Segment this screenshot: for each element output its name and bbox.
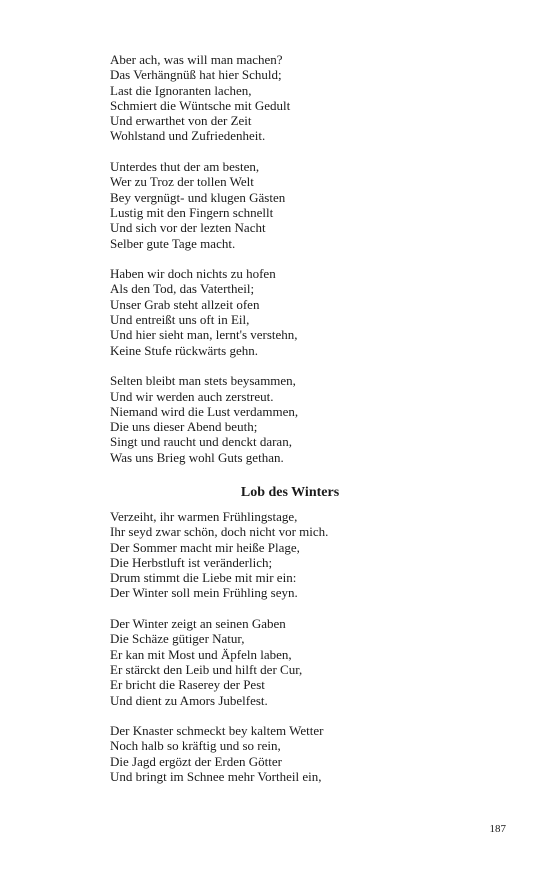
poem-continued xyxy=(110,52,410,480)
verse-line: Wer zu Troz der tollen Welt xyxy=(110,174,254,190)
verse-line: Niemand wird die Lust verdammen, xyxy=(110,403,299,419)
verse-line: Er bricht die Raserey der Pest xyxy=(110,677,265,693)
page-number: 187 xyxy=(489,823,506,835)
stanza-2 xyxy=(110,616,410,708)
verse-line: Schmiert die Wüntsche mit Gedult xyxy=(110,97,291,113)
verse-line: Der Knaster schmeckt bey kaltem Wetter xyxy=(110,723,324,739)
verse-line: Und hier sieht man, lernt's verstehn, xyxy=(110,327,298,343)
verse-line: Die Jagd ergözt der Erden Götter xyxy=(110,753,282,769)
verse-line: Bey vergnügt- und klugen Gästen xyxy=(110,189,286,205)
verse-line: Lustig mit den Fingern schnellt xyxy=(110,204,274,220)
verse-line: Drum stimmt die Liebe mit mir ein: xyxy=(110,570,297,586)
stanza-2 xyxy=(110,159,410,251)
verse-line: Er stärckt den Leib und hilft der Cur, xyxy=(110,661,303,677)
stanza-4 xyxy=(110,373,410,465)
verse-line: Wohlstand und Zufriedenheit. xyxy=(110,128,266,144)
verse-line: Und wir werden auch zerstreut. xyxy=(110,388,274,404)
verse-line: Haben wir doch nichts zu hofen xyxy=(110,266,276,282)
verse-line: Der Winter zeigt an seinen Gaben xyxy=(110,616,286,632)
verse-line: Und bringt im Schnee mehr Vortheil ein, xyxy=(110,769,322,785)
verse-line: Unser Grab steht allzeit ofen xyxy=(110,296,260,312)
verse-line: Selten bleibt man stets beysammen, xyxy=(110,373,296,389)
stanza-3 xyxy=(110,266,410,358)
verse-line: Noch halb so kräftig und so rein, xyxy=(110,738,281,754)
verse-line: Und sich vor der lezten Nacht xyxy=(110,220,266,236)
verse-line: Unterdes thut der am besten, xyxy=(110,159,260,175)
stanza-3 xyxy=(110,723,410,784)
verse-line: Das Verhängnüß hat hier Schuld; xyxy=(110,67,282,83)
verse-line: Aber ach, was will man machen? xyxy=(110,52,283,67)
verse-line: Die Herbstluft ist veränderlich; xyxy=(110,554,273,570)
verse-line: Keine Stufe rückwärts gehn. xyxy=(110,342,259,358)
verse-line: Der Sommer macht mir heiße Plage, xyxy=(110,539,300,555)
verse-line: Er kan mit Most und Äpfeln laben, xyxy=(110,646,292,662)
stanza-1 xyxy=(110,52,410,144)
verse-line: Und erwarthet von der Zeit xyxy=(110,113,252,129)
verse-line: Als den Tod, das Vatertheil; xyxy=(110,281,255,297)
verse-line: Und entreißt uns oft in Eil, xyxy=(110,312,250,328)
verse-line: Ihr seyd zwar schön, doch nicht vor mich. xyxy=(110,524,329,540)
poem-title: Lob des Winters xyxy=(240,485,340,500)
verse-line: Verzeiht, ihr warmen Frühlingstage, xyxy=(110,509,298,524)
verse-line: Last die Ignoranten lachen, xyxy=(110,82,252,98)
stanza-1 xyxy=(110,509,410,601)
verse-line: Singt und raucht und denckt daran, xyxy=(110,434,292,450)
verse-line: Was uns Brieg wohl Guts gethan. xyxy=(110,449,284,465)
verse-line: Die Schäze gütiger Natur, xyxy=(110,631,245,647)
verse-line: Und dient zu Amors Jubelfest. xyxy=(110,692,268,708)
verse-line: Selber gute Tage macht. xyxy=(110,235,236,251)
verse-line: Die uns dieser Abend beuth; xyxy=(110,419,258,435)
verse-line: Der Winter soll mein Frühling seyn. xyxy=(110,585,298,601)
poem-lob-des-winters xyxy=(110,509,410,800)
